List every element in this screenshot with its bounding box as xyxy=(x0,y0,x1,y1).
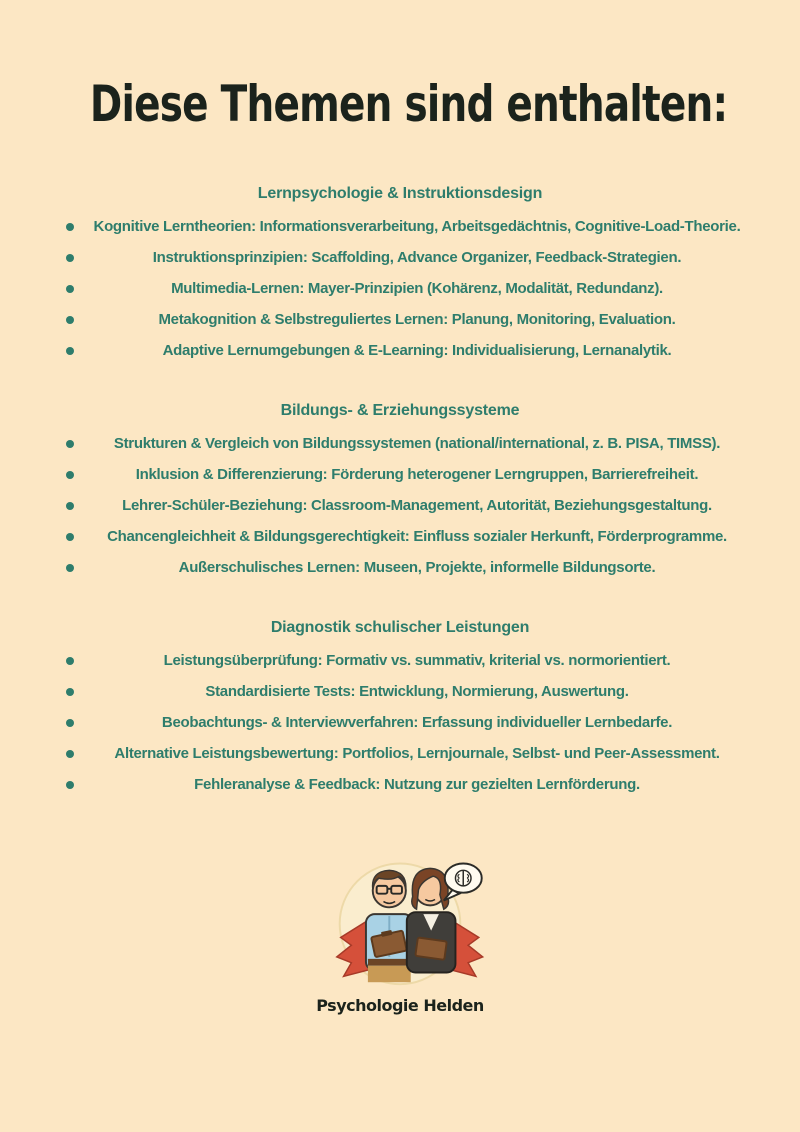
list-item xyxy=(42,335,758,366)
bullet-dot-icon xyxy=(66,254,74,262)
list-item-text: Lehrer-Schüler-Beziehung: Classroom-Management, Autorität, Beziehungsgestaltung. xyxy=(122,497,712,514)
bullet-dot-icon xyxy=(66,719,74,727)
page-title xyxy=(0,0,800,134)
bullet-dot-icon xyxy=(66,657,74,665)
page-title-text: Diese Themen sind enthalten: xyxy=(89,75,728,133)
bullet-dot-icon xyxy=(66,223,74,231)
list-item-text: Instruktionsprinzipien: Scaffolding, Advance Organizer, Feedback-Strategien. xyxy=(152,249,682,266)
section-heading: Bildungs- & Erziehungssysteme xyxy=(280,402,520,419)
list-item-text: Inklusion & Differenzierung: Förderung heterogener Lerngruppen, Barrierefreiheit. xyxy=(135,466,699,483)
section-heading: Diagnostik schulischer Leistungen xyxy=(270,619,530,636)
bullet-dot-icon xyxy=(66,347,74,355)
list-item xyxy=(42,521,758,552)
list-item xyxy=(42,242,758,273)
section-lernpsychologie xyxy=(42,178,758,366)
list-item xyxy=(42,645,758,676)
topics-list xyxy=(42,178,758,800)
section-diagnostik xyxy=(42,612,758,800)
bullet-dot-icon xyxy=(66,688,74,696)
list-item xyxy=(42,707,758,738)
list-item-text: Multimedia-Lernen: Mayer-Prinzipien (Kohärenz, Modalität, Redundanz). xyxy=(171,280,663,297)
list-item xyxy=(42,211,758,242)
list-item xyxy=(42,738,758,769)
list-item xyxy=(42,490,758,521)
section-heading: Lernpsychologie & Instruktionsdesign xyxy=(257,185,543,202)
brand-footer xyxy=(0,846,800,1015)
bullet-dot-icon xyxy=(66,781,74,789)
list-item xyxy=(42,273,758,304)
list-item-text: Außerschulisches Lernen: Museen, Projekte, informelle Bildungsorte. xyxy=(178,559,656,576)
section-bildungssysteme xyxy=(42,395,758,583)
man-pants xyxy=(368,966,411,983)
list-item-text: Fehleranalyse & Feedback: Nutzung zur gezielten Lernförderung. xyxy=(194,776,640,793)
bullet-dot-icon xyxy=(66,502,74,510)
speech-bubble-brain-icon xyxy=(444,864,482,901)
list-item xyxy=(42,676,758,707)
bullet-dot-icon xyxy=(66,285,74,293)
list-item-text: Leistungsüberprüfung: Formativ vs. summativ, kriterial vs. normorientiert. xyxy=(163,652,671,669)
list-item-text: Kognitive Lerntheorien: Informationsverarbeitung, Arbeitsgedächtnis, Cognitive-Load-Theorie. xyxy=(93,218,741,235)
list-item-text: Metakognition & Selbstreguliertes Lernen: Planung, Monitoring, Evaluation. xyxy=(158,311,676,328)
bullet-dot-icon xyxy=(66,440,74,448)
list-item-text: Standardisierte Tests: Entwicklung, Normierung, Auswertung. xyxy=(205,683,629,700)
bullet-dot-icon xyxy=(66,316,74,324)
list-item-text: Adaptive Lernumgebungen & E-Learning: Individualisierung, Lernanalytik. xyxy=(162,342,672,359)
bullet-dot-icon xyxy=(66,471,74,479)
bullet-dot-icon xyxy=(66,533,74,541)
list-item-text: Strukturen & Vergleich von Bildungssystemen (national/international, z. B. PISA, TIMSS). xyxy=(113,435,721,452)
list-item xyxy=(42,552,758,583)
list-item-text: Chancengleichheit & Bildungsgerechtigkeit: Einfluss sozialer Herkunft, Förderprogramme. xyxy=(107,528,727,545)
bullet-dot-icon xyxy=(66,750,74,758)
brand-name: Psychologie Helden xyxy=(316,996,484,1015)
list-item xyxy=(42,769,758,800)
list-item-text: Beobachtungs- & Interviewverfahren: Erfassung individueller Lernbedarfe. xyxy=(161,714,673,731)
man-belt xyxy=(368,959,411,966)
list-item xyxy=(42,304,758,335)
psychologie-helden-logo xyxy=(307,846,493,990)
list-item xyxy=(42,459,758,490)
book-icon xyxy=(415,937,446,959)
bullet-dot-icon xyxy=(66,564,74,572)
list-item xyxy=(42,428,758,459)
list-item-text: Alternative Leistungsbewertung: Portfolios, Lernjournale, Selbst- und Peer-Assessment. xyxy=(114,745,720,762)
